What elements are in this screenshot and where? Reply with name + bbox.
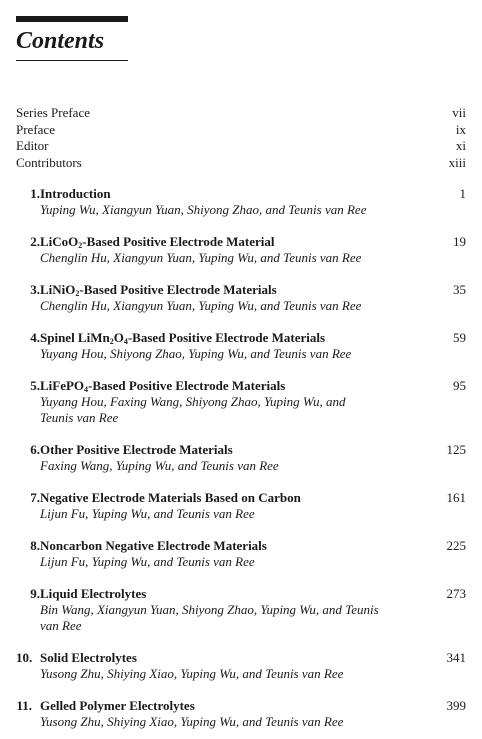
chapter-authors: Yuyang Hou, Shiyong Zhao, Yuping Wu, and Teunis van Ree — [40, 346, 352, 361]
chapter-title-row — [24, 330, 466, 346]
chapter-authors: Faxing Wang, Yuping Wu, and Teunis van Ree — [40, 458, 279, 473]
entry-label: Editor — [16, 138, 49, 153]
subscript: 2 — [75, 289, 80, 298]
title-block — [16, 24, 128, 61]
chapter-title-row — [24, 234, 466, 250]
chapter-entry[interactable] — [16, 698, 466, 730]
chapter-authors: Yuping Wu, Xiangyun Yuan, Shiyong Zhao, and Teunis van Ree — [40, 202, 367, 217]
chapter-title-part: Noncarbon Negative Electrode Materials — [40, 538, 267, 553]
entry-label: Series Preface — [16, 105, 90, 120]
chapter-title — [40, 538, 267, 554]
chapter-number: 7. — [30, 490, 40, 505]
chapter-title-part: -Based Positive Electrode Material — [82, 234, 275, 249]
subscript: 4 — [123, 337, 128, 346]
chapter-authors: Lijun Fu, Yuping Wu, and Teunis van Ree — [40, 506, 255, 521]
chapter-number-box — [24, 378, 40, 394]
subscript: 4 — [84, 385, 89, 394]
chapter-number: 5. — [30, 378, 40, 393]
chapter-title-row — [24, 538, 466, 554]
chapter-title-part: LiFePO — [40, 378, 85, 393]
chapter-title-row — [16, 698, 466, 714]
chapter-number: 9. — [30, 586, 40, 601]
chapter-title-part: LiCoO — [40, 234, 79, 249]
chapter-entry[interactable] — [24, 186, 466, 218]
chapter-title-part: Introduction — [40, 186, 111, 201]
chapter-page: 273 — [446, 586, 466, 601]
chapter-title-row — [24, 282, 466, 298]
toc-entry-contributors[interactable] — [16, 155, 466, 172]
toc-entry-series-preface[interactable] — [16, 105, 466, 122]
chapter-title-row — [24, 442, 466, 458]
chapter-number: 11. — [16, 698, 32, 713]
chapter-entry[interactable] — [24, 282, 466, 314]
subscript: 2 — [109, 337, 114, 346]
chapter-authors: Yusong Zhu, Shiying Xiao, Yuping Wu, and Teunis van Ree — [40, 714, 344, 729]
chapter-page: 225 — [446, 538, 466, 553]
title-underline — [16, 60, 128, 61]
chapter-page: 95 — [453, 378, 466, 393]
chapter-number-box — [24, 538, 40, 554]
chapter-page: 341 — [446, 650, 466, 665]
chapter-number-box — [16, 650, 40, 666]
chapter-page: 59 — [453, 330, 466, 345]
chapter-authors: Chenglin Hu, Xiangyun Yuan, Yuping Wu, and Teunis van Ree — [40, 298, 362, 313]
chapter-entry[interactable] — [16, 650, 466, 682]
chapter-title-part: -Based Positive Electrode Materials — [79, 282, 277, 297]
chapter-page: 399 — [446, 698, 466, 713]
chapter-entry[interactable] — [24, 538, 466, 570]
toc-entry-editor[interactable] — [16, 138, 466, 155]
chapter-entry[interactable] — [24, 330, 466, 362]
chapter-title — [40, 586, 146, 602]
chapter-number-box — [24, 586, 40, 602]
chapter-title-part: Negative Electrode Materials Based on Carbon — [40, 490, 301, 505]
chapter-number-box — [16, 698, 40, 714]
chapter-number-box — [24, 490, 40, 506]
chapter-number-box — [24, 442, 40, 458]
page-title: Contents — [16, 28, 105, 54]
chapter-entry[interactable] — [24, 442, 466, 474]
entry-label: Contributors — [16, 154, 82, 170]
chapter-title-row — [24, 378, 466, 394]
chapter-number: 10. — [16, 650, 33, 665]
header-bar — [16, 16, 128, 22]
chapter-number: 1. — [30, 186, 40, 201]
chapter-authors: Yuyang Hou, Faxing Wang, Shiyong Zhao, Yuping Wu, and Teunis van Ree — [40, 394, 346, 425]
chapter-page: 19 — [453, 234, 466, 249]
chapter-number-box — [24, 186, 40, 202]
chapter-title-row — [24, 490, 466, 506]
chapter-title — [40, 234, 274, 250]
chapter-number-box — [24, 282, 40, 298]
chapter-page: 1 — [459, 186, 466, 201]
chapter-title — [40, 282, 277, 298]
chapter-authors: Chenglin Hu, Xiangyun Yuan, Yuping Wu, and Teunis van Ree — [40, 250, 362, 265]
chapter-authors: Yusong Zhu, Shiying Xiao, Yuping Wu, and Teunis van Ree — [40, 666, 344, 681]
chapter-title-part: Other Positive Electrode Materials — [40, 442, 233, 457]
chapter-number: 3. — [30, 282, 40, 297]
chapter-entry[interactable] — [24, 234, 466, 266]
chapter-number: 4. — [30, 330, 40, 345]
chapter-title — [40, 490, 301, 506]
chapter-title — [40, 378, 285, 394]
subscript: 2 — [78, 241, 83, 250]
chapter-title — [40, 442, 233, 458]
entry-page: xiii — [448, 154, 466, 170]
chapter-number-box — [24, 330, 40, 346]
chapter-entry[interactable] — [24, 586, 466, 634]
chapter-number: 8. — [30, 538, 40, 553]
chapter-title — [40, 698, 195, 714]
chapter-title-row — [16, 650, 466, 666]
chapter-page: 161 — [446, 490, 466, 505]
chapter-number-box — [24, 234, 40, 250]
chapter-authors: Bin Wang, Xiangyun Yuan, Shiyong Zhao, Yuping Wu, and Teunis van Ree — [40, 602, 379, 633]
chapter-title-row — [24, 586, 466, 602]
chapter-number: 2. — [30, 234, 40, 249]
chapter-title-part: -Based Positive Electrode Materials — [127, 330, 326, 345]
chapter-title — [40, 650, 137, 666]
entry-label: Preface — [16, 121, 55, 137]
chapter-title-row — [24, 186, 466, 202]
chapter-number: 6. — [30, 442, 40, 457]
entry-page: ix — [455, 121, 466, 137]
chapter-title — [40, 330, 325, 346]
chapter-entry[interactable] — [24, 378, 466, 426]
chapter-title — [40, 186, 111, 202]
entry-page: xi — [455, 138, 466, 153]
chapter-title-part: Gelled Polymer Electrolytes — [40, 698, 195, 713]
chapter-authors: Lijun Fu, Yuping Wu, and Teunis van Ree — [40, 554, 255, 569]
chapter-title-part: LiNiO — [40, 282, 76, 297]
chapter-title-part: Spinel LiMn — [40, 330, 110, 345]
toc-entry-preface[interactable] — [16, 122, 466, 139]
chapter-title-part: O — [113, 330, 124, 345]
chapter-title-part: -Based Positive Electrode Materials — [88, 378, 286, 393]
entry-page: vii — [452, 105, 466, 120]
chapter-title-part: Liquid Electrolytes — [40, 586, 147, 601]
chapter-title-part: Solid Electrolytes — [40, 650, 137, 665]
chapter-entry[interactable] — [24, 490, 466, 522]
chapter-page: 125 — [446, 442, 466, 457]
front-matter-list — [16, 105, 466, 171]
chapter-page: 35 — [453, 282, 466, 297]
